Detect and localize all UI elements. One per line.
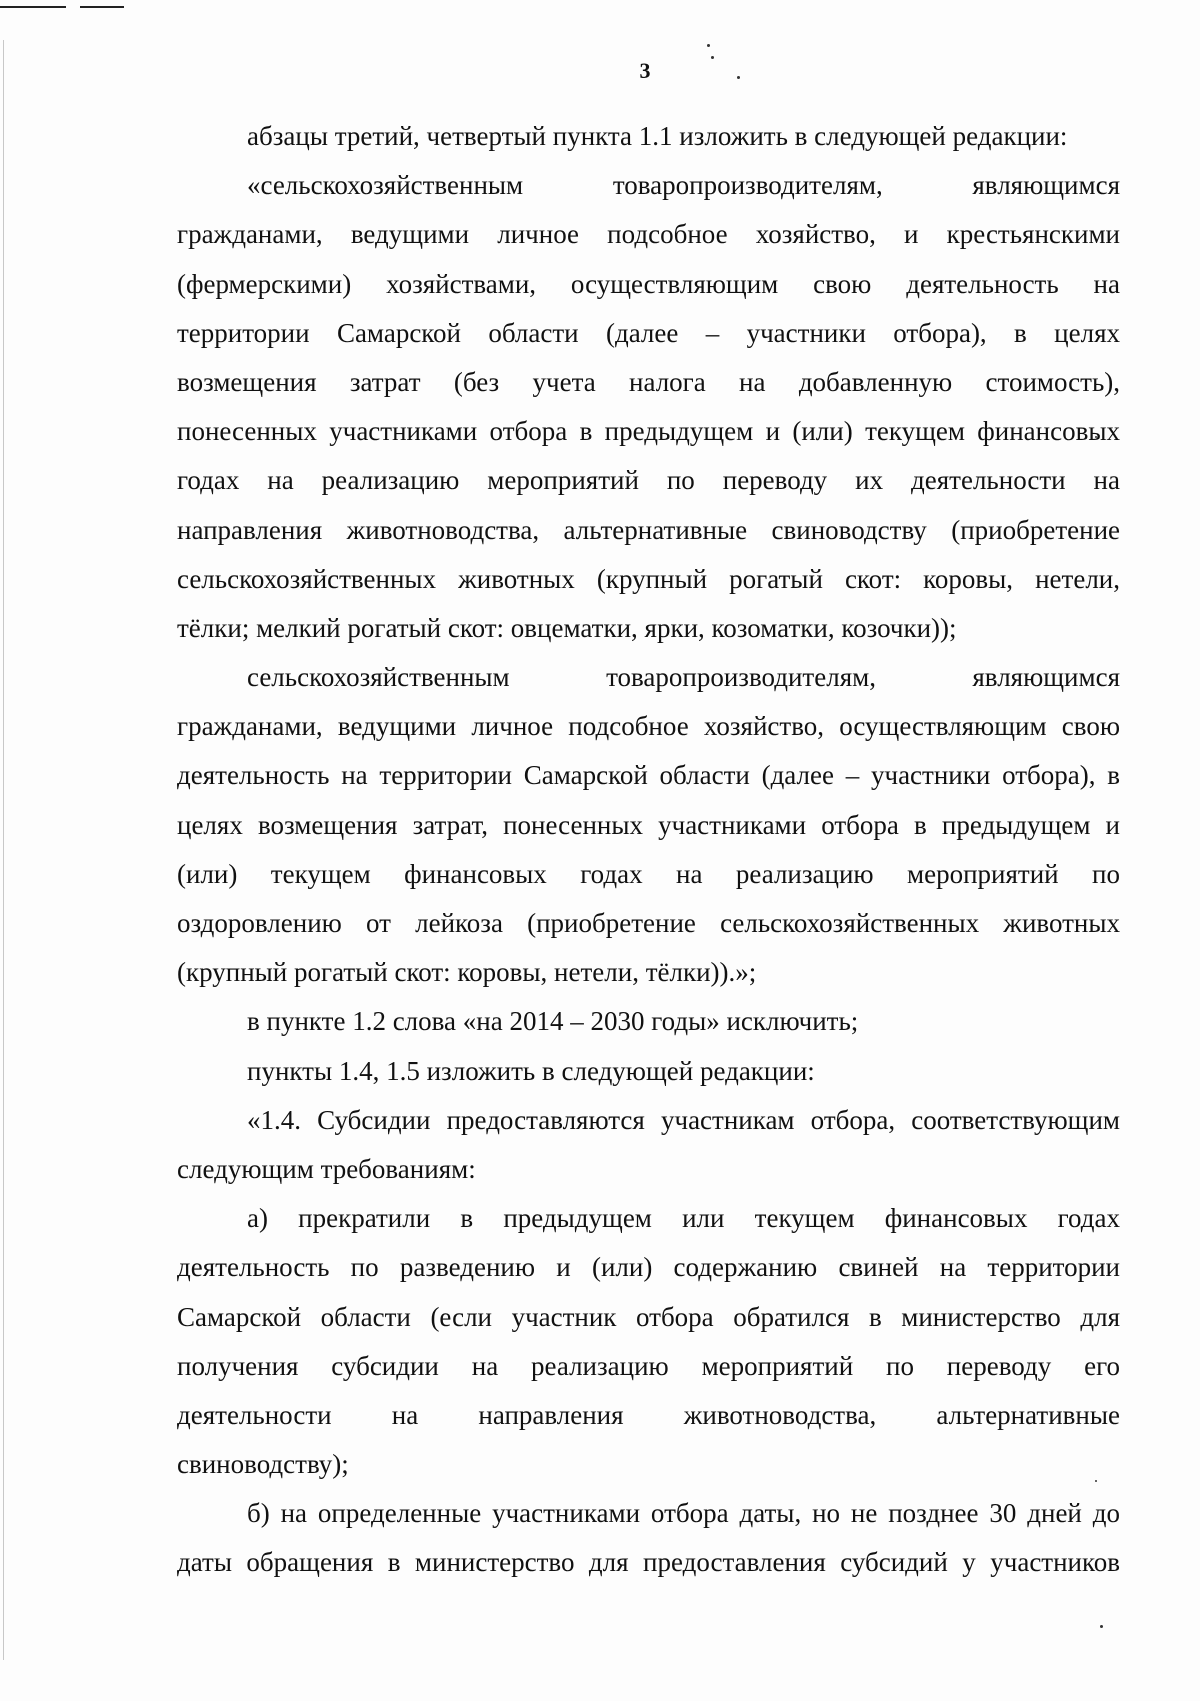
text-line: «сельскохозяйственным товаропроизводителям, являющимся (247, 170, 1120, 201)
scan-speck (707, 44, 710, 47)
text-line: годах на реализацию мероприятий по переводу их деятельности на (177, 465, 1120, 496)
text-line: понесенных участниками отбора в предыдущем и (или) текущем финансовых (177, 416, 1120, 447)
text-line: возмещения затрат (без учета налога на добавленную стоимость), (177, 366, 1120, 397)
text-line: пункты 1.4, 1.5 изложить в следующей редакции: (247, 1055, 815, 1086)
text-line: абзацы третий, четвертый пункта 1.1 изложить в следующей редакции: (247, 121, 1068, 151)
text-line: в пункте 1.2 слова «на 2014 – 2030 годы» исключить; (247, 1006, 859, 1037)
text-line: территории Самарской области (далее – участники отбора), в целях (177, 317, 1120, 348)
text-line: сельскохозяйственных животных (крупный рогатый скот: коровы, нетели, (177, 563, 1120, 594)
text-line: Самарской области (если участник отбора обратился в министерство для (177, 1301, 1120, 1332)
text-line: гражданами, ведущими личное подсобное хозяйство, осуществляющим свою (177, 711, 1120, 742)
text-line: деятельности на направления животноводства, альтернативные (177, 1399, 1120, 1430)
text-line: следующим требованиям: (177, 1153, 476, 1184)
text-line: а) прекратили в предыдущем или текущем финансовых годах (247, 1203, 1120, 1234)
text-line: (фермерскими) хозяйствами, осуществляющим свою деятельность на (177, 268, 1120, 299)
text-line: деятельность по разведению и (или) содержанию свиней на территории (177, 1252, 1120, 1283)
page-number: 3 (639, 58, 651, 83)
text-line: «1.4. Субсидии предоставляются участникам отбора, соответствующим (247, 1104, 1120, 1135)
text-line: деятельность на территории Самарской области (далее – участники отбора), в (177, 760, 1120, 791)
text-line: даты обращения в министерство для предоставления субсидий у участников (177, 1547, 1120, 1578)
scan-speck (1100, 1625, 1103, 1628)
text-line: сельскохозяйственным товаропроизводителям, являющимся (247, 662, 1120, 693)
text-line: б) на определенные участниками отбора даты, но не позднее 30 дней до (247, 1498, 1120, 1529)
scan-edge-mark (80, 6, 124, 8)
text-line: свиноводству); (177, 1449, 349, 1480)
text-line: оздоровлению от лейкоза (приобретение сельскохозяйственных животных (177, 908, 1120, 938)
text-line: целях возмещения затрат, понесенных участниками отбора в предыдущем и (177, 809, 1120, 840)
scan-left-edge (3, 40, 4, 1660)
text-line: гражданами, ведущими личное подсобное хозяйство, и крестьянскими (177, 219, 1120, 250)
scan-edge-mark (0, 6, 66, 8)
text-line: направления животноводства, альтернативные свиноводству (приобретение (177, 514, 1120, 545)
text-line: (крупный рогатый скот: коровы, нетели, тёлки)).»; (177, 957, 757, 988)
text-line: (или) текущем финансовых годах на реализацию мероприятий по (177, 858, 1120, 889)
text-line: получения субсидии на реализацию мероприятий по переводу его (177, 1350, 1120, 1381)
document-body (177, 112, 1120, 1588)
text-line: тёлки; мелкий рогатый скот: овцематки, ярки, козоматки, козочки)); (177, 612, 957, 643)
